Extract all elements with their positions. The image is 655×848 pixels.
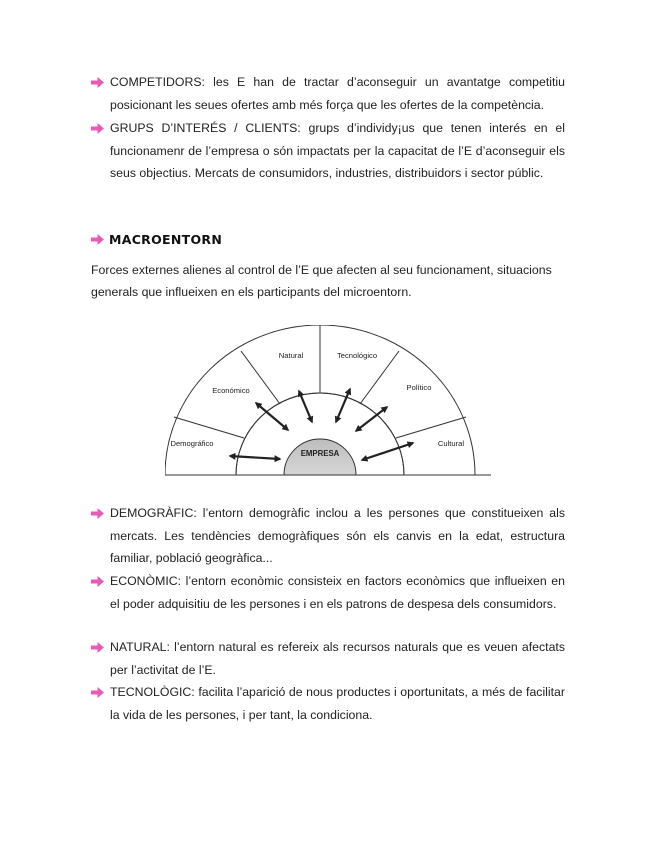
arrow-right-icon: [91, 508, 104, 519]
bullet-natural: [91, 636, 565, 681]
bullet-label: GRUPS D’INTERÉS / CLIENTS:: [110, 121, 301, 135]
segment-label-demografico: Demográfico: [170, 439, 214, 448]
section-intro: Forces externes alienes al control de l’E que afecten al seu funcionament, situacions generals que influeixen en els participants del microentorn.: [91, 263, 552, 300]
segment-label-economico: Económico: [212, 386, 250, 395]
arrow-right-icon: [91, 234, 104, 245]
empresa-label: EMPRESA: [300, 449, 340, 458]
bullet-text: facilita l’aparició de nous productes i oportunitats, a més de facilitar la vida de les persones, i per tant, la condiciona.: [110, 685, 565, 722]
bullet-grups-interes: [91, 117, 565, 185]
bullet-label: DEMOGRÀFIC:: [110, 506, 197, 520]
arrow-right-icon: [91, 77, 104, 88]
arrow-right-icon: [91, 123, 104, 134]
segment-label-tecnologico: Tecnológico: [336, 351, 378, 360]
arrow-right-icon: [91, 576, 104, 587]
section-title: [91, 232, 222, 247]
bullet-text: l’entorn natural es refereix als recursos naturals que es veuen afectats per l’activitat de l’E.: [110, 640, 565, 677]
bullet-competidors: [91, 71, 565, 116]
segment-label-politico: Político: [406, 383, 432, 392]
bullet-label: NATURAL:: [110, 640, 170, 654]
bullet-tecnologic: [91, 681, 565, 726]
bullet-label: COMPETIDORS:: [110, 75, 205, 89]
arrow-natural: [299, 391, 312, 422]
segment-label-cultural: Cultural: [437, 439, 465, 448]
bullet-label: ECONÒMIC:: [110, 574, 182, 588]
section-title-text: MACROENTORN: [109, 232, 223, 247]
bullet-demografic: [91, 502, 565, 570]
bullet-text: l’entorn econòmic consisteix en factors econòmics que influeixen en el poder adquisitiu de les persones i en els patrons de despesa dels consumidors.: [110, 574, 565, 611]
arrow-right-icon: [91, 642, 104, 653]
bullet-text: l’entorn demogràfic inclou a les persones que constitueixen als mercats. Les tendències demogràfiques són els canvis en la edat, estructura familiar, població geogràfica...: [110, 506, 565, 566]
bullet-text: les E han de tractar d’aconseguir un avantatge competitiu posicionant les seues ofertes amb més força que les ofertes de la competència.: [110, 75, 565, 112]
bullet-label: TECNOLÒGIC:: [110, 685, 195, 699]
macroentorn-diagram: [165, 325, 491, 479]
bullet-economic: [91, 570, 565, 615]
arrow-right-icon: [91, 687, 104, 698]
segment-label-natural: Natural: [278, 351, 304, 360]
bullet-text: grups d’individy¡us que tenen interés en el funcionamenr de l’empresa o són impactats per la capacitat de l’E d’aconseguir els seus objectius. Mercats de consumidors, industries, distribuidors i sector públic.: [110, 121, 565, 181]
